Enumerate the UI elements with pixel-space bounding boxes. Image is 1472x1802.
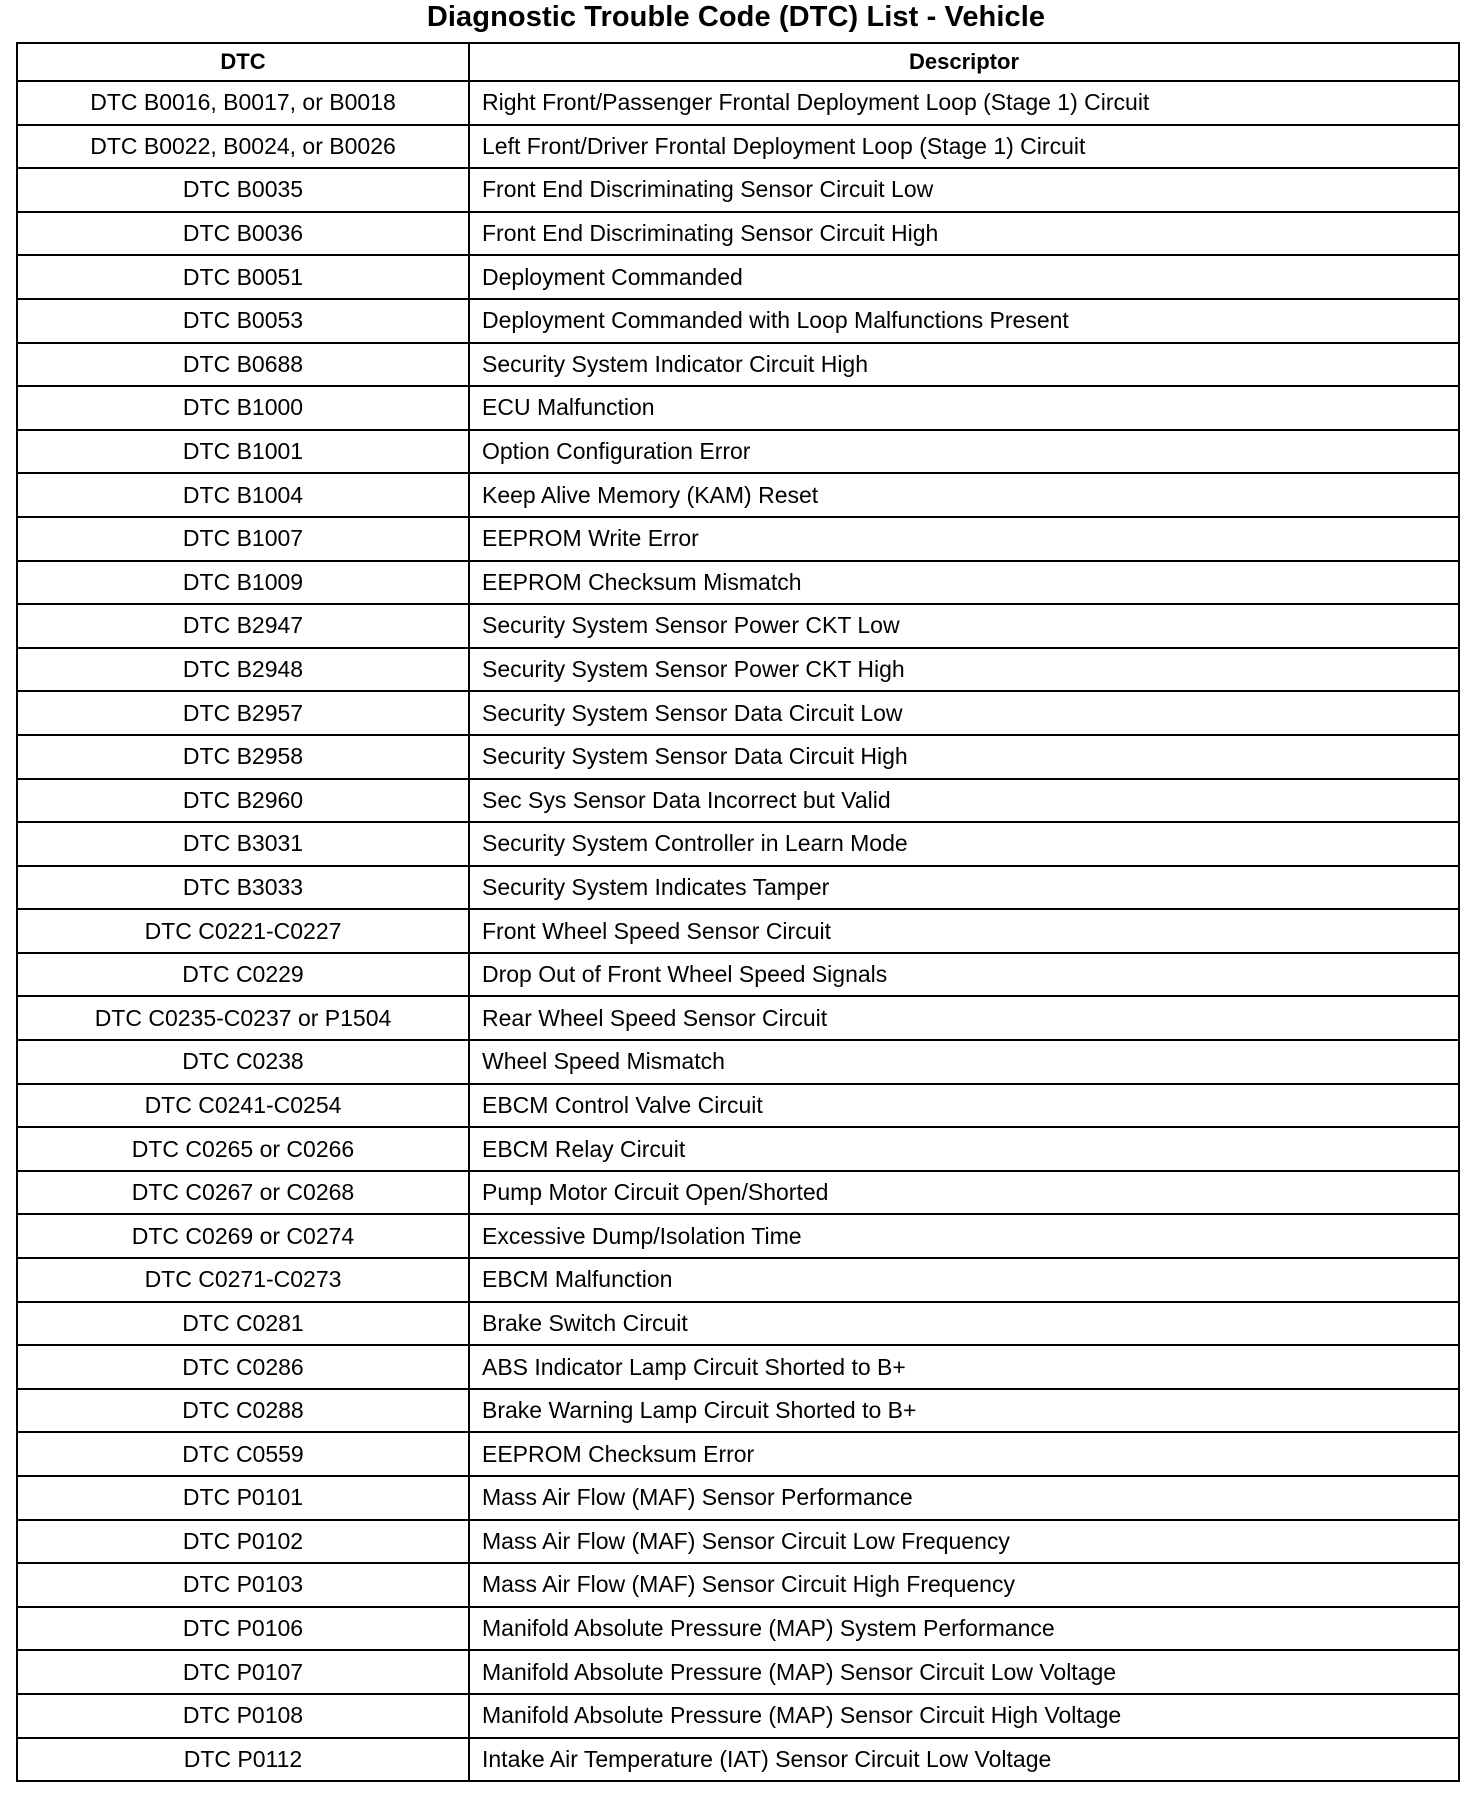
dtc-code-cell: DTC B2947 xyxy=(17,604,469,648)
dtc-code-cell: DTC B1001 xyxy=(17,430,469,474)
dtc-descriptor-cell: Security System Sensor Data Circuit Low xyxy=(469,691,1459,735)
dtc-descriptor-cell: Sec Sys Sensor Data Incorrect but Valid xyxy=(469,779,1459,823)
dtc-code-cell: DTC B2948 xyxy=(17,648,469,692)
dtc-code-cell: DTC B3033 xyxy=(17,866,469,910)
dtc-code-cell: DTC B0035 xyxy=(17,168,469,212)
dtc-code-cell: DTC P0112 xyxy=(17,1738,469,1782)
dtc-descriptor-cell: EBCM Control Valve Circuit xyxy=(469,1084,1459,1128)
dtc-descriptor-cell: Mass Air Flow (MAF) Sensor Circuit Low Frequency xyxy=(469,1520,1459,1564)
table-row xyxy=(17,1345,1459,1389)
table-row xyxy=(17,1563,1459,1607)
dtc-descriptor-cell: Front End Discriminating Sensor Circuit High xyxy=(469,212,1459,256)
header-dtc: DTC xyxy=(17,43,469,81)
dtc-code-cell: DTC C0271-C0273 xyxy=(17,1258,469,1302)
table-row xyxy=(17,386,1459,430)
dtc-descriptor-cell: EEPROM Checksum Mismatch xyxy=(469,561,1459,605)
dtc-code-cell: DTC B0051 xyxy=(17,255,469,299)
dtc-code-cell: DTC B2958 xyxy=(17,735,469,779)
dtc-descriptor-cell: Drop Out of Front Wheel Speed Signals xyxy=(469,953,1459,997)
table-row xyxy=(17,648,1459,692)
table-row xyxy=(17,1607,1459,1651)
header-row xyxy=(17,43,1459,81)
dtc-descriptor-cell: Front Wheel Speed Sensor Circuit xyxy=(469,909,1459,953)
table-row xyxy=(17,822,1459,866)
table-row xyxy=(17,691,1459,735)
dtc-descriptor-cell: Deployment Commanded with Loop Malfunctions Present xyxy=(469,299,1459,343)
table-row xyxy=(17,1694,1459,1738)
dtc-code-cell: DTC B0016, B0017, or B0018 xyxy=(17,81,469,125)
table-row xyxy=(17,212,1459,256)
dtc-descriptor-cell: Security System Indicates Tamper xyxy=(469,866,1459,910)
dtc-code-cell: DTC P0107 xyxy=(17,1650,469,1694)
table-row xyxy=(17,125,1459,169)
page-title: Diagnostic Trouble Code (DTC) List - Vehicle xyxy=(426,1,1046,33)
table-row xyxy=(17,735,1459,779)
dtc-code-cell: DTC B2957 xyxy=(17,691,469,735)
dtc-code-cell: DTC C0238 xyxy=(17,1040,469,1084)
table-row xyxy=(17,343,1459,387)
dtc-code-cell: DTC B3031 xyxy=(17,822,469,866)
dtc-descriptor-cell: Right Front/Passenger Frontal Deployment Loop (Stage 1) Circuit xyxy=(469,81,1459,125)
dtc-descriptor-cell: Keep Alive Memory (KAM) Reset xyxy=(469,473,1459,517)
table-row xyxy=(17,866,1459,910)
dtc-code-cell: DTC P0101 xyxy=(17,1476,469,1520)
dtc-descriptor-cell: Security System Sensor Power CKT Low xyxy=(469,604,1459,648)
header-descriptor: Descriptor xyxy=(469,43,1459,81)
dtc-code-cell: DTC C0241-C0254 xyxy=(17,1084,469,1128)
table-row xyxy=(17,517,1459,561)
dtc-descriptor-cell: Manifold Absolute Pressure (MAP) Sensor Circuit Low Voltage xyxy=(469,1650,1459,1694)
table-row xyxy=(17,953,1459,997)
dtc-descriptor-cell: EEPROM Write Error xyxy=(469,517,1459,561)
table-row xyxy=(17,561,1459,605)
dtc-code-cell: DTC C0229 xyxy=(17,953,469,997)
table-body xyxy=(17,81,1459,1781)
table-row xyxy=(17,604,1459,648)
table-row xyxy=(17,909,1459,953)
table-row xyxy=(17,779,1459,823)
dtc-descriptor-cell: ABS Indicator Lamp Circuit Shorted to B+ xyxy=(469,1345,1459,1389)
table-row xyxy=(17,1084,1459,1128)
table-row xyxy=(17,255,1459,299)
dtc-code-cell: DTC B1004 xyxy=(17,473,469,517)
dtc-descriptor-cell: Mass Air Flow (MAF) Sensor Circuit High Frequency xyxy=(469,1563,1459,1607)
dtc-code-cell: DTC C0288 xyxy=(17,1389,469,1433)
table-row xyxy=(17,81,1459,125)
table-row xyxy=(17,1650,1459,1694)
dtc-descriptor-cell: Deployment Commanded xyxy=(469,255,1459,299)
dtc-code-cell: DTC P0102 xyxy=(17,1520,469,1564)
dtc-code-cell: DTC C0267 or C0268 xyxy=(17,1171,469,1215)
dtc-code-cell: DTC C0559 xyxy=(17,1432,469,1476)
dtc-code-cell: DTC C0265 or C0266 xyxy=(17,1127,469,1171)
dtc-code-cell: DTC C0235-C0237 or P1504 xyxy=(17,996,469,1040)
dtc-code-cell: DTC P0106 xyxy=(17,1607,469,1651)
dtc-descriptor-cell: Manifold Absolute Pressure (MAP) Sensor Circuit High Voltage xyxy=(469,1694,1459,1738)
dtc-code-cell: DTC B0036 xyxy=(17,212,469,256)
dtc-code-cell: DTC C0281 xyxy=(17,1302,469,1346)
dtc-code-cell: DTC B0053 xyxy=(17,299,469,343)
dtc-table xyxy=(16,42,1460,1782)
dtc-descriptor-cell: Front End Discriminating Sensor Circuit Low xyxy=(469,168,1459,212)
dtc-descriptor-cell: Security System Indicator Circuit High xyxy=(469,343,1459,387)
dtc-descriptor-cell: Wheel Speed Mismatch xyxy=(469,1040,1459,1084)
table-row xyxy=(17,996,1459,1040)
dtc-code-cell: DTC B2960 xyxy=(17,779,469,823)
table-row xyxy=(17,1389,1459,1433)
dtc-code-cell: DTC B1000 xyxy=(17,386,469,430)
dtc-code-cell: DTC P0108 xyxy=(17,1694,469,1738)
dtc-descriptor-cell: Security System Sensor Data Circuit High xyxy=(469,735,1459,779)
table-row xyxy=(17,1738,1459,1782)
table-header xyxy=(17,43,1459,81)
dtc-code-cell: DTC B0022, B0024, or B0026 xyxy=(17,125,469,169)
table-row xyxy=(17,299,1459,343)
table-row xyxy=(17,1476,1459,1520)
table-row xyxy=(17,1127,1459,1171)
table-row xyxy=(17,1302,1459,1346)
dtc-descriptor-cell: Security System Sensor Power CKT High xyxy=(469,648,1459,692)
dtc-code-cell: DTC C0269 or C0274 xyxy=(17,1214,469,1258)
dtc-descriptor-cell: Intake Air Temperature (IAT) Sensor Circuit Low Voltage xyxy=(469,1738,1459,1782)
dtc-descriptor-cell: EBCM Malfunction xyxy=(469,1258,1459,1302)
table-row xyxy=(17,1520,1459,1564)
table-row xyxy=(17,430,1459,474)
dtc-descriptor-cell: Security System Controller in Learn Mode xyxy=(469,822,1459,866)
dtc-descriptor-cell: ECU Malfunction xyxy=(469,386,1459,430)
table-row xyxy=(17,473,1459,517)
dtc-code-cell: DTC B1009 xyxy=(17,561,469,605)
table-row xyxy=(17,1432,1459,1476)
dtc-descriptor-cell: Rear Wheel Speed Sensor Circuit xyxy=(469,996,1459,1040)
dtc-descriptor-cell: Option Configuration Error xyxy=(469,430,1459,474)
dtc-code-cell: DTC P0103 xyxy=(17,1563,469,1607)
dtc-descriptor-cell: Brake Switch Circuit xyxy=(469,1302,1459,1346)
dtc-descriptor-cell: Brake Warning Lamp Circuit Shorted to B+ xyxy=(469,1389,1459,1433)
dtc-descriptor-cell: Mass Air Flow (MAF) Sensor Performance xyxy=(469,1476,1459,1520)
table-row xyxy=(17,1258,1459,1302)
dtc-code-cell: DTC C0221-C0227 xyxy=(17,909,469,953)
dtc-descriptor-cell: Manifold Absolute Pressure (MAP) System Performance xyxy=(469,1607,1459,1651)
dtc-code-cell: DTC C0286 xyxy=(17,1345,469,1389)
table-row xyxy=(17,1214,1459,1258)
table-row xyxy=(17,1171,1459,1215)
dtc-descriptor-cell: EBCM Relay Circuit xyxy=(469,1127,1459,1171)
table-row xyxy=(17,168,1459,212)
dtc-descriptor-cell: Left Front/Driver Frontal Deployment Loop (Stage 1) Circuit xyxy=(469,125,1459,169)
dtc-descriptor-cell: Excessive Dump/Isolation Time xyxy=(469,1214,1459,1258)
dtc-descriptor-cell: EEPROM Checksum Error xyxy=(469,1432,1459,1476)
dtc-code-cell: DTC B0688 xyxy=(17,343,469,387)
dtc-descriptor-cell: Pump Motor Circuit Open/Shorted xyxy=(469,1171,1459,1215)
table-row xyxy=(17,1040,1459,1084)
dtc-code-cell: DTC B1007 xyxy=(17,517,469,561)
